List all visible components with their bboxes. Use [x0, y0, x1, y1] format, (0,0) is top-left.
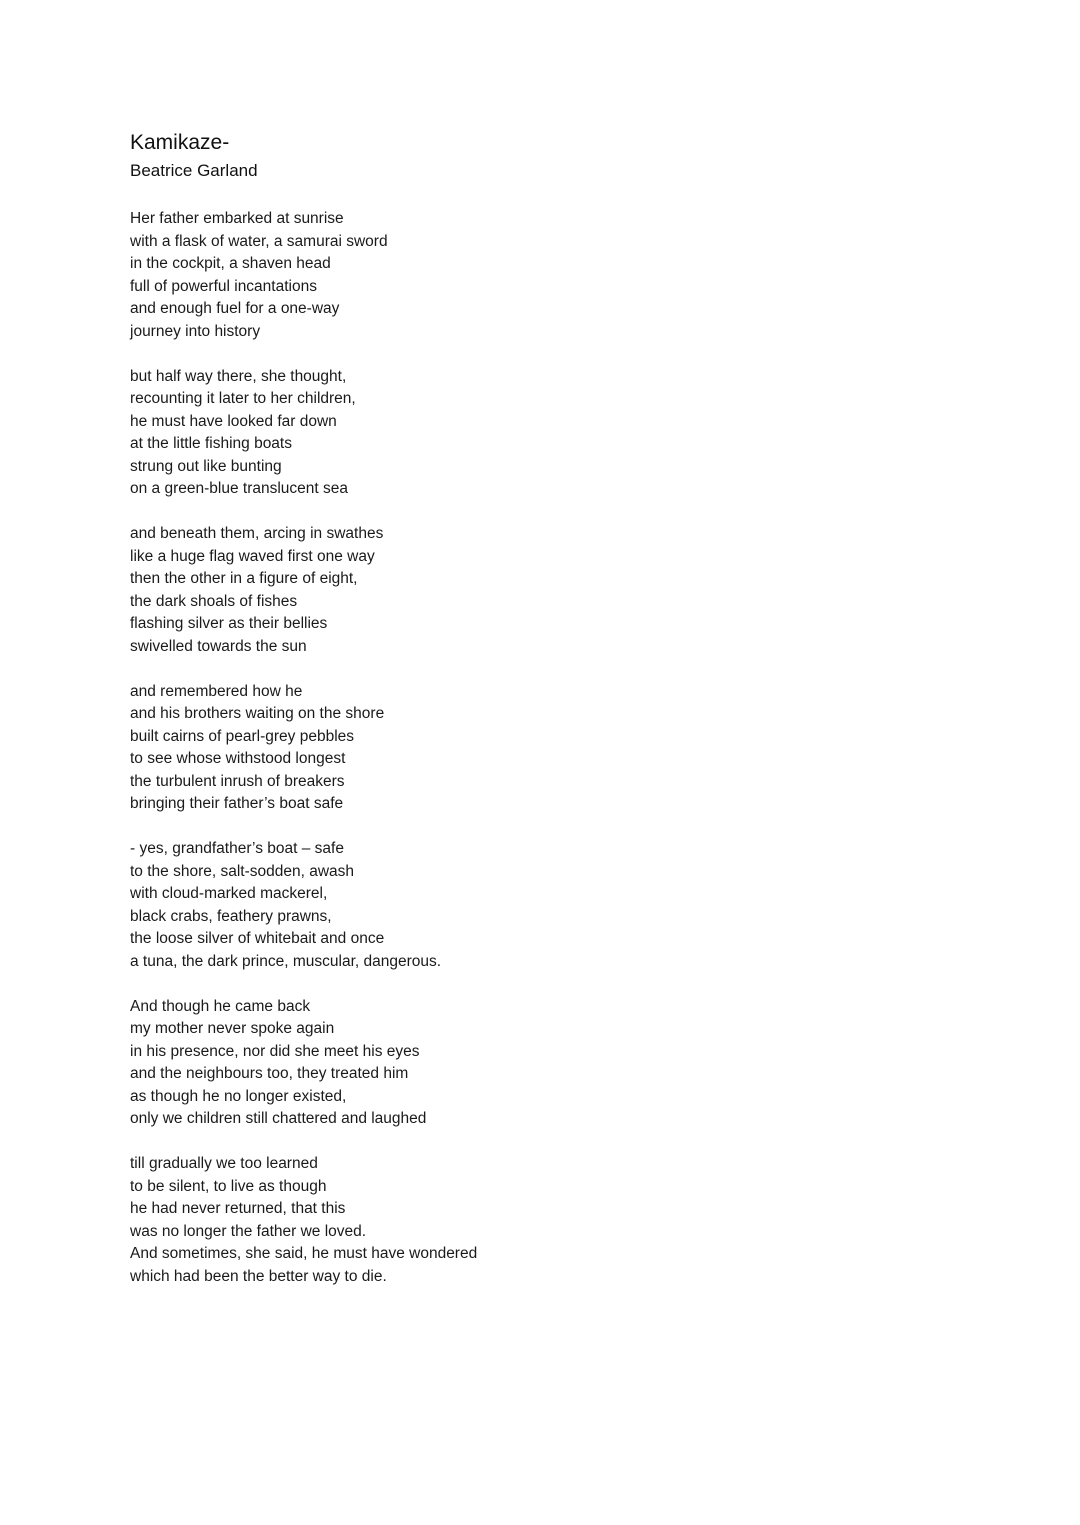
poem-line: was no longer the father we loved.: [130, 1222, 367, 1240]
poem-line: And though he came back: [130, 997, 311, 1015]
stanza: [130, 523, 950, 658]
poem-line: to see whose withstood longest: [130, 750, 346, 767]
poem-line: full of powerful incantations: [130, 277, 317, 295]
poem-line: and enough fuel for a one-way: [130, 300, 340, 317]
poem-line: at the little fishing boats: [130, 435, 292, 452]
poem-line: Her father embarked at sunrise: [130, 210, 344, 227]
poem-line: a tuna, the dark prince, muscular, dangerous.: [130, 952, 442, 970]
poem-line: and his brothers waiting on the shore: [130, 705, 385, 722]
poem-line: in the cockpit, a shaven head: [130, 255, 331, 272]
poem-line: to be silent, to live as though: [130, 1177, 327, 1195]
poem-line: And sometimes, she said, he must have wondered: [130, 1245, 478, 1262]
poem-line: built cairns of pearl-grey pebbles: [130, 727, 355, 745]
document-page: [130, 128, 950, 1311]
stanza: [130, 838, 950, 973]
poem-line: black crabs, feathery prawns,: [130, 907, 332, 925]
poem-line: till gradually we too learned: [130, 1155, 318, 1172]
poem-line: and beneath them, arcing in swathes: [130, 525, 384, 542]
poem-line: with a flask of water, a samurai sword: [130, 232, 388, 250]
poem-line: bringing their father’s boat safe: [130, 795, 344, 812]
poem-title: Kamikaze-: [130, 131, 230, 154]
poem-author: Beatrice Garland: [130, 161, 258, 180]
poem-line: the dark shoals of fishes: [130, 592, 298, 610]
poem-line: like a huge flag waved first one way: [130, 547, 375, 565]
poem-line: and the neighbours too, they treated him: [130, 1065, 409, 1082]
poem-line: with cloud-marked mackerel,: [130, 885, 328, 902]
poem-line: the loose silver of whitebait and once: [130, 930, 385, 947]
stanza: [130, 1153, 950, 1288]
poem-line: recounting it later to her children,: [130, 390, 356, 407]
poem-line: which had been the better way to die.: [130, 1267, 387, 1285]
poem-line: journey into history: [130, 322, 261, 340]
poem-line: and remembered how he: [130, 682, 303, 700]
poem-line: but half way there, she thought,: [130, 367, 347, 385]
poem-line: - yes, grandfather’s boat – safe: [130, 840, 344, 857]
poem-body: [130, 208, 950, 1288]
poem-line: then the other in a figure of eight,: [130, 570, 358, 587]
stanza: [130, 681, 950, 816]
poem-line: strung out like bunting: [130, 457, 282, 475]
poem-line: the turbulent inrush of breakers: [130, 772, 345, 790]
stanza: [130, 208, 950, 343]
poem-line: to the shore, salt-sodden, awash: [130, 862, 355, 880]
stanza: [130, 996, 950, 1131]
poem-line: as though he no longer existed,: [130, 1087, 347, 1105]
poem-line: swivelled towards the sun: [130, 637, 307, 655]
poem-line: my mother never spoke again: [130, 1020, 335, 1037]
poem-line: he must have looked far down: [130, 412, 337, 430]
poem-line: in his presence, nor did she meet his eyes: [130, 1042, 420, 1060]
stanza: [130, 366, 950, 501]
poem-line: only we children still chattered and laughed: [130, 1110, 427, 1127]
poem-line: on a green-blue translucent sea: [130, 480, 349, 497]
poem-line: he had never returned, that this: [130, 1200, 346, 1217]
poem-line: flashing silver as their bellies: [130, 615, 328, 632]
